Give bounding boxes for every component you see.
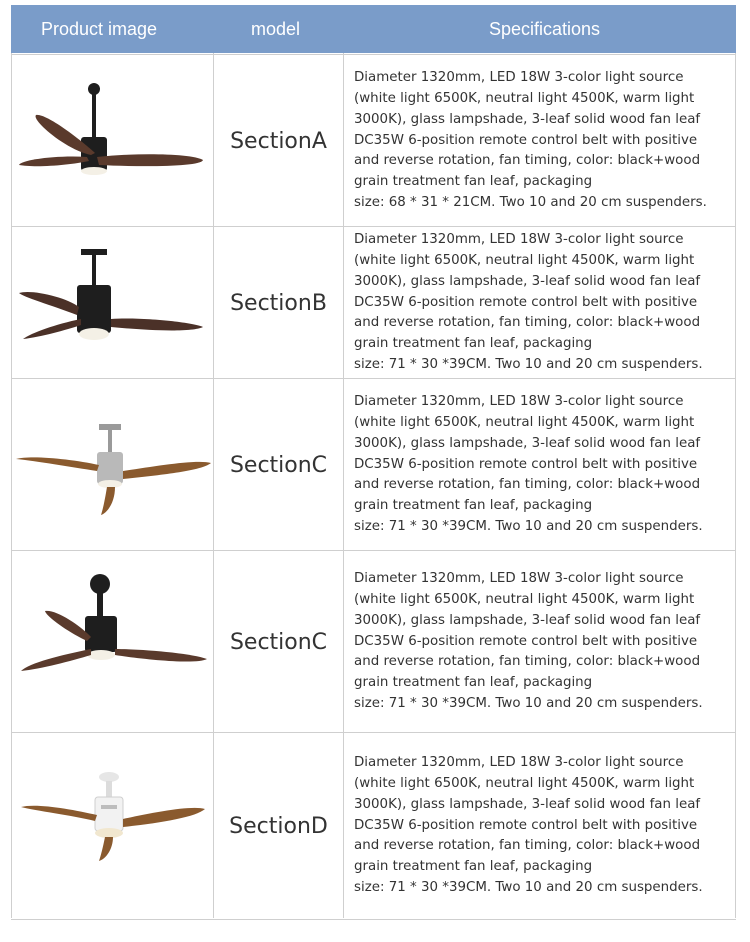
product-image-cell (11, 55, 213, 227)
ceiling-fan-icon (11, 55, 213, 227)
column-divider (213, 53, 214, 918)
table-row (11, 54, 736, 227)
ceiling-fan-icon (11, 733, 213, 919)
table-header (11, 5, 736, 53)
product-image-cell (11, 733, 213, 919)
specification-text: Diameter 1320mm, LED 18W 3-color light source (white light 6500K, neutral light 4500K, warm light 3000K), glass lampshade, 3-leaf solid wood fan leaf DC35W 6-position remote control belt with positive and reverse rotation, fan timing, color: black+wood grain treatment fan leaf, packaging size: 68 * 31 * 21CM. Two 10 and 20 cm suspenders. (354, 70, 707, 210)
header-product-image: Product image (41, 19, 158, 39)
table-row (11, 378, 736, 551)
product-image-cell (11, 227, 213, 379)
ceiling-fan-icon (11, 551, 213, 733)
table-border-right (735, 53, 736, 918)
specification-text: Diameter 1320mm, LED 18W 3-color light source (white light 6500K, neutral light 4500K, warm light 3000K), glass lampshade, 3-leaf solid wood fan leaf DC35W 6-position remote control belt with positive and reverse rotation, fan timing, color: black+wood grain treatment fan leaf, packaging size: 71 * 30 *39CM. Two 10 and 20 cm suspenders. (354, 394, 703, 534)
specification-text: Diameter 1320mm, LED 18W 3-color light source (white light 6500K, neutral light 4500K, warm light 3000K), glass lampshade, 3-leaf solid wood fan leaf DC35W 6-position remote control belt with positive and reverse rotation, fan timing, color: black+wood grain treatment fan leaf, packaging size: 71 * 30 *39CM. Two 10 and 20 cm suspenders. (354, 755, 703, 895)
product-image-cell (11, 379, 213, 551)
table-row (11, 226, 736, 379)
ceiling-fan-icon (11, 379, 213, 551)
ceiling-fan-icon (11, 227, 213, 379)
model-label: SectionA (230, 128, 327, 154)
header-model: model (251, 19, 301, 39)
column-divider (343, 53, 344, 918)
model-label: SectionB (230, 290, 327, 316)
table-row (11, 732, 736, 920)
model-label: SectionC (229, 629, 328, 655)
specification-text: Diameter 1320mm, LED 18W 3-color light source (white light 6500K, neutral light 4500K, warm light 3000K), glass lampshade, 3-leaf solid wood fan leaf DC35W 6-position remote control belt with positive and reverse rotation, fan timing, color: black+wood grain treatment fan leaf, packaging size: 71 * 30 *39CM. Two 10 and 20 cm suspenders. (354, 571, 703, 711)
header-specifications: Specifications (489, 19, 601, 39)
model-label: SectionD (229, 813, 328, 839)
table-row (11, 550, 736, 733)
model-label: SectionC (229, 452, 328, 478)
product-image-cell (11, 551, 213, 733)
specification-text: Diameter 1320mm, LED 18W 3-color light source (white light 6500K, neutral light 4500K, warm light 3000K), glass lampshade, 3-leaf solid wood fan leaf DC35W 6-position remote control belt with positive and reverse rotation, fan timing, color: black+wood grain treatment fan leaf, packaging size: 71 * 30 *39CM. Two 10 and 20 cm suspenders. (354, 232, 703, 372)
table-border-left (11, 53, 12, 918)
